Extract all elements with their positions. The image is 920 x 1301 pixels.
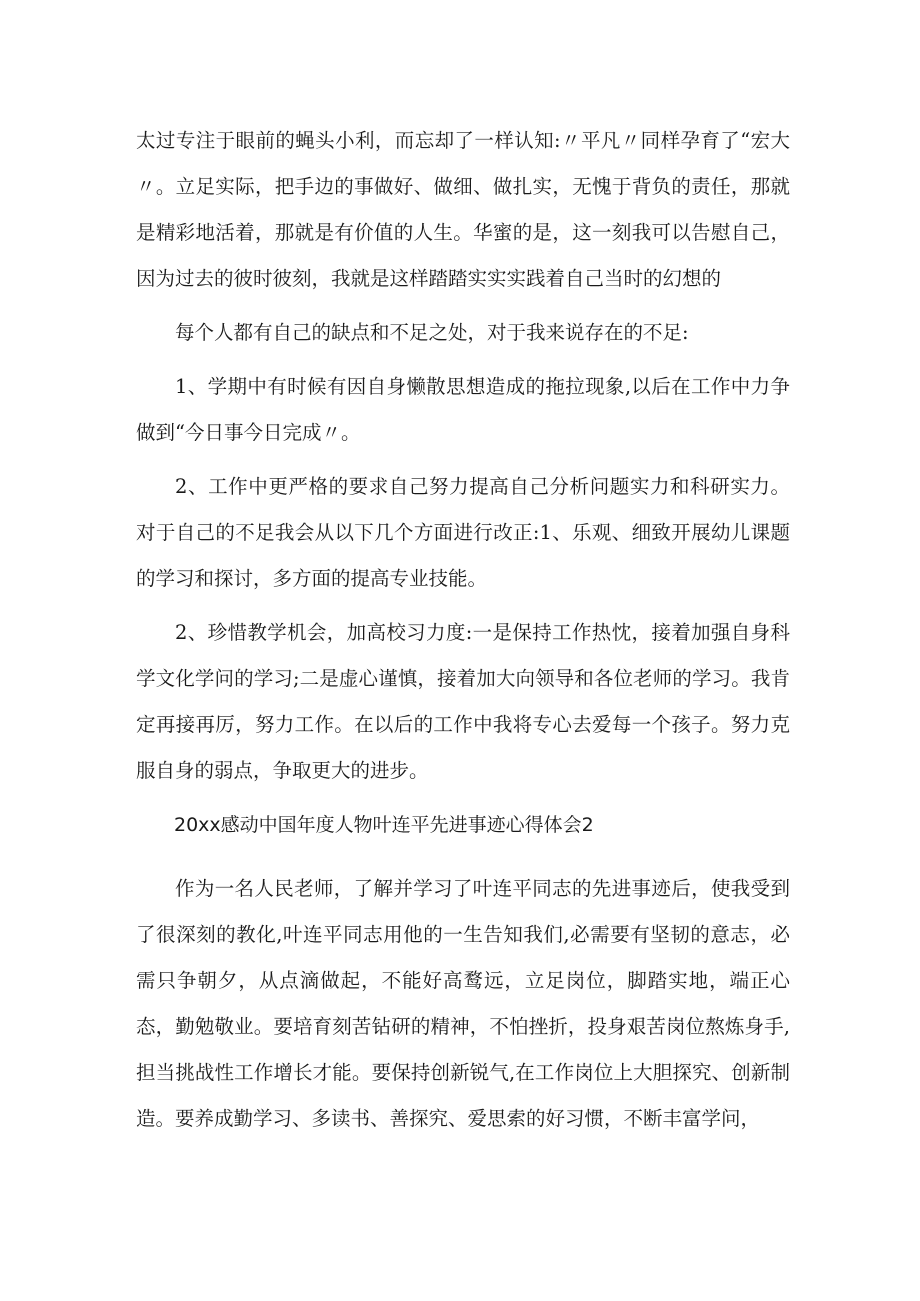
paragraph-item-2-improvement: 2、珍惜教学机会，加高校习力度:一是保持工作热忱，接着加强自身科学文化学问的学习;二是虚心谨慎，接着加大向领导和各位老师的学习。我肯定再接再厉，努力工作。在以后的工作中我将专心去爱每一个孩子。努力克服自身的弱点，争取更大的进步。	[136, 621, 790, 782]
section-heading: 20xx感动中国年度人物叶连平先进事迹心得体会2	[174, 814, 594, 836]
paragraph-item-2: 2、工作中更严格的要求自己努力提高自己分析问题实力和科研实力。对于自己的不足我会从以下几个方面进行改正:1、乐观、细致开展幼儿课题的学习和探讨，多方面的提高专业技能。	[136, 475, 790, 590]
paragraph-shortcomings-intro: 每个人都有自己的缺点和不足之处，对于我来说存在的不足:	[175, 321, 689, 344]
paragraph-section-2-body: 作为一名人民老师，了解并学习了叶连平同志的先进事迹后，使我受到了很深刻的教化,叶连平同志用他的一生告知我们,必需要有坚韧的意志，必需只争朝夕，从点滴做起，不能好高鹜远，立足岗位，脚踏实地，端正心态，勤勉敬业。要培育刻苦钻研的精神，不怕挫折，投身艰苦岗位熬炼身手,担当挑战性工作增长才能。要保持创新锐气,在工作岗位上大胆探究、创新制造。要养成勤学习、多读书、善探究、爱思索的好习惯，不断丰富学问，	[136, 877, 790, 1130]
paragraph-continuation: 太过专注于眼前的蝇头小利，而忘却了一样认知:〃平凡〃同样孕育了“宏大〃。立足实际，把手边的事做好、做细、做扎实，无愧于背负的责任，那就是精彩地活着，那就是有价值的人生。华蜜的是，这一刻我可以告慰自己，因为过去的彼时彼刻，我就是这样踏踏实实实践着自己当时的幻想的	[136, 129, 790, 290]
paragraph-item-1: 1、学期中有时候有因自身懒散思想造成的拖拉现象,以后在工作中力争做到“今日事今日完成〃。	[136, 375, 790, 444]
